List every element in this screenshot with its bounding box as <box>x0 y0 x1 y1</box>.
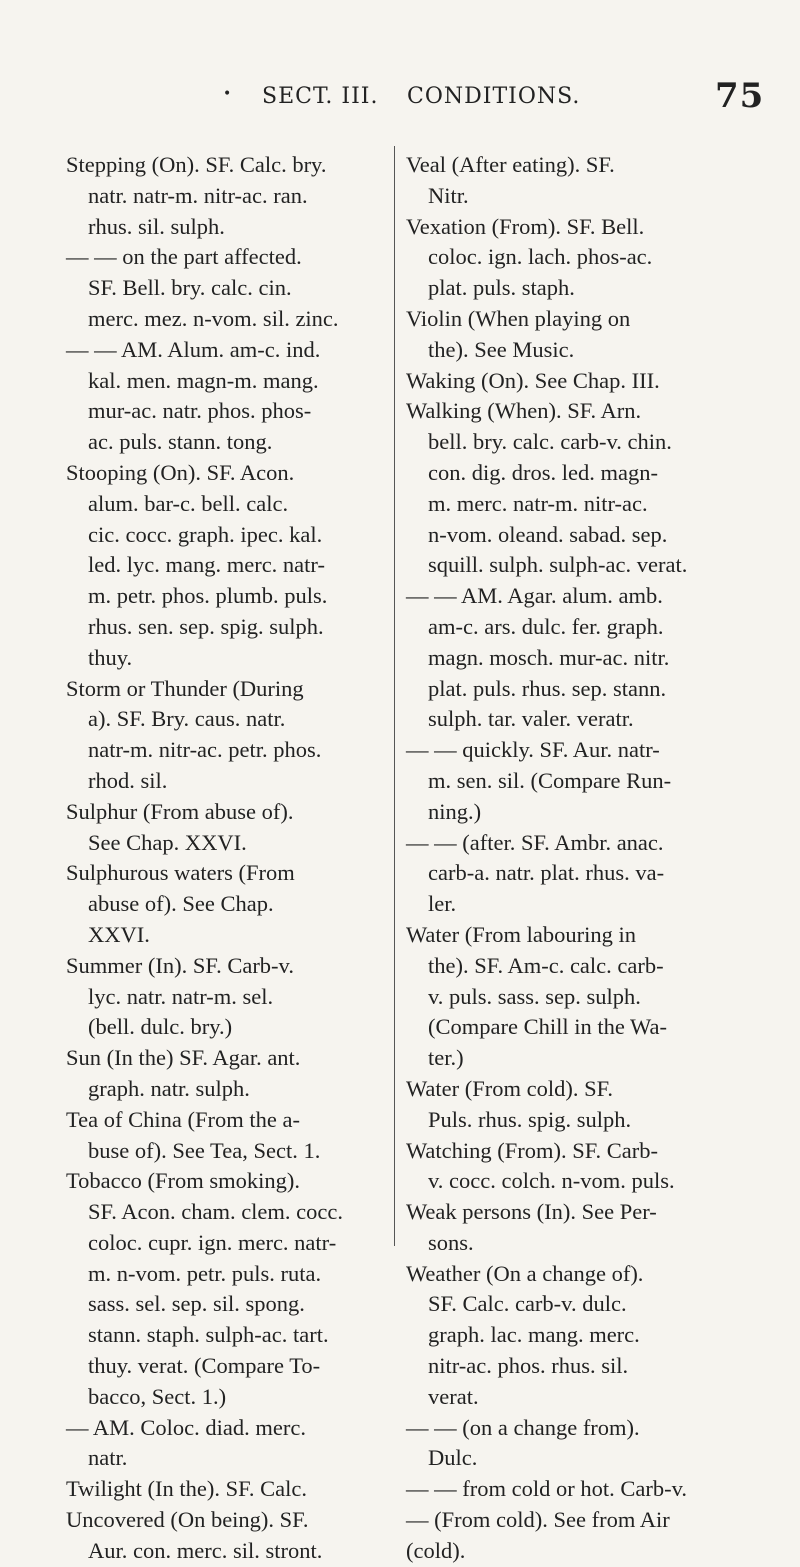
text-line: — — (on a change from). <box>406 1414 640 1440</box>
text-line: led. lyc. mang. merc. natr- <box>88 552 325 578</box>
text-line: ter.) <box>428 1045 464 1071</box>
text-line: (Compare Chill in the Wa- <box>428 1014 667 1040</box>
text-line: merc. mez. n-vom. sil. zinc. <box>88 305 339 331</box>
text-line: m. n-vom. petr. puls. ruta. <box>88 1260 322 1286</box>
text-line: bacco, Sect. 1.) <box>88 1383 227 1409</box>
text-line: Sulphurous waters (From <box>66 860 295 886</box>
text-line: plat. puls. staph. <box>428 275 575 301</box>
page-number: 75 <box>715 76 765 116</box>
text-line: Aur. con. merc. sil. stront. <box>88 1537 323 1563</box>
text-line: — (From cold). See from Air <box>406 1507 670 1533</box>
text-line: bell. bry. calc. carb-v. chin. <box>428 429 672 455</box>
text-line: — — AM. Agar. alum. amb. <box>406 583 663 609</box>
text-line: rhus. sil. sulph. <box>88 213 225 239</box>
text-line: Stooping (On). SF. Acon. <box>66 459 295 485</box>
text-line: Tobacco (From smoking). <box>66 1168 301 1194</box>
text-line: sulph. tar. valer. veratr. <box>428 706 634 732</box>
text-line: v. cocc. colch. n-vom. puls. <box>428 1168 675 1194</box>
text-line: the). See Music. <box>428 336 575 362</box>
text-line: Water (From labouring in <box>406 921 637 947</box>
left-column <box>66 150 386 1567</box>
text-line: n-vom. oleand. sabad. sep. <box>428 521 668 547</box>
text-line: m. merc. natr-m. nitr-ac. <box>428 490 648 516</box>
text-line: squill. sulph. sulph-ac. verat. <box>428 552 688 578</box>
text-line: — — on the part affected. <box>66 244 302 270</box>
text-line: kal. men. magn-m. mang. <box>88 367 319 393</box>
text-line: m. petr. phos. plumb. puls. <box>88 583 328 609</box>
text-line: ler. <box>428 891 457 917</box>
text-line: rhod. sil. <box>88 767 168 793</box>
text-line: Twilight (In the). SF. Calc. <box>66 1476 307 1502</box>
text-line: Summer (In). SF. Carb-v. <box>66 952 294 978</box>
text-line: buse of). See Tea, Sect. 1. <box>88 1137 321 1163</box>
text-line: Weather (On a change of). <box>406 1260 644 1286</box>
text-line: graph. lac. mang. merc. <box>428 1322 640 1348</box>
text-line: plat. puls. rhus. sep. stann. <box>428 675 667 701</box>
text-line: Water (From cold). SF. <box>406 1075 613 1101</box>
text-line: coloc. ign. lach. phos-ac. <box>428 244 653 270</box>
text-line: m. sen. sil. (Compare Run- <box>428 767 672 793</box>
text-line: Nitr. <box>428 182 469 208</box>
text-line: (bell. dulc. bry.) <box>88 1014 233 1040</box>
text-line: XXVI. <box>88 921 150 947</box>
right-column <box>406 150 732 1567</box>
text-line: thuy. verat. (Compare To- <box>88 1353 321 1379</box>
text-line: rhus. sen. sep. spig. sulph. <box>88 613 324 639</box>
text-line: sass. sel. sep. sil. spong. <box>88 1291 305 1317</box>
text-line: — — (after. SF. Ambr. anac. <box>406 829 664 855</box>
chapter-title: CONDITIONS. <box>407 84 581 109</box>
text-line: am-c. ars. dulc. fer. graph. <box>428 613 664 639</box>
text-line: sons. <box>428 1229 474 1255</box>
text-line: carb-a. natr. plat. rhus. va- <box>428 860 665 886</box>
text-line: natr. natr-m. nitr-ac. ran. <box>88 182 308 208</box>
text-line: Stepping (On). SF. Calc. bry. <box>66 152 327 177</box>
text-line: SF. Calc. carb-v. dulc. <box>428 1291 627 1317</box>
text-line: abuse of). See Chap. <box>88 891 274 917</box>
text-line: v. puls. sass. sep. sulph. <box>428 983 641 1009</box>
text-line: coloc. cupr. ign. merc. natr- <box>88 1229 337 1255</box>
text-line: thuy. <box>88 644 133 670</box>
text-line: Vexation (From). SF. Bell. <box>406 213 645 239</box>
text-line: Watching (From). SF. Carb- <box>406 1137 658 1163</box>
text-line: Dulc. <box>428 1445 478 1471</box>
text-line: See Chap. XXVI. <box>88 829 247 855</box>
text-line: — AM. Coloc. diad. merc. <box>66 1414 306 1440</box>
text-line: natr-m. nitr-ac. petr. phos. <box>88 737 322 763</box>
text-line: (cold). <box>406 1537 466 1563</box>
running-header <box>0 76 800 124</box>
text-line: Violin (When playing on <box>406 305 631 331</box>
text-line: cic. cocc. graph. ipec. kal. <box>88 521 323 547</box>
text-line: verat. <box>428 1383 479 1409</box>
text-line: SF. Acon. cham. clem. cocc. <box>88 1199 344 1225</box>
text-line: ning.) <box>428 798 482 824</box>
text-line: — — AM. Alum. am-c. ind. <box>66 336 321 362</box>
text-line: con. dig. dros. led. magn- <box>428 459 658 485</box>
text-line: the). SF. Am-c. calc. carb- <box>428 952 664 978</box>
text-line: stann. staph. sulph-ac. tart. <box>88 1322 329 1348</box>
column-divider <box>394 146 395 1246</box>
text-line: Tea of China (From the a- <box>66 1106 300 1132</box>
text-line: Sun (In the) SF. Agar. ant. <box>66 1045 301 1071</box>
text-line: — — from cold or hot. Carb-v. <box>406 1476 687 1502</box>
text-line: Storm or Thunder (During <box>66 675 304 701</box>
text-line: magn. mosch. mur-ac. nitr. <box>428 644 670 670</box>
text-line: Walking (When). SF. Arn. <box>406 398 642 424</box>
text-line: ac. puls. stann. tong. <box>88 429 273 455</box>
text-line: Uncovered (On being). SF. <box>66 1507 309 1533</box>
text-line: Veal (After eating). SF. <box>406 152 615 177</box>
text-line: lyc. natr. natr-m. sel. <box>88 983 274 1009</box>
section-label: SECT. III. <box>262 84 379 109</box>
text-line: nitr-ac. phos. rhus. sil. <box>428 1353 629 1379</box>
text-line: alum. bar-c. bell. calc. <box>88 490 289 516</box>
text-line: Waking (On). See Chap. III. <box>406 367 660 393</box>
text-line: Sulphur (From abuse of). <box>66 798 294 824</box>
text-line: natr. <box>88 1445 128 1471</box>
text-line: graph. natr. sulph. <box>88 1075 250 1101</box>
text-line: Weak persons (In). See Per- <box>406 1199 657 1225</box>
text-line: a). SF. Bry. caus. natr. <box>88 706 286 732</box>
text-line: Puls. rhus. spig. sulph. <box>428 1106 632 1132</box>
text-line: SF. Bell. bry. calc. cin. <box>88 275 292 301</box>
header-bullet: • <box>223 86 233 102</box>
text-line: — — quickly. SF. Aur. natr- <box>406 737 660 763</box>
text-line: mur-ac. natr. phos. phos- <box>88 398 312 424</box>
